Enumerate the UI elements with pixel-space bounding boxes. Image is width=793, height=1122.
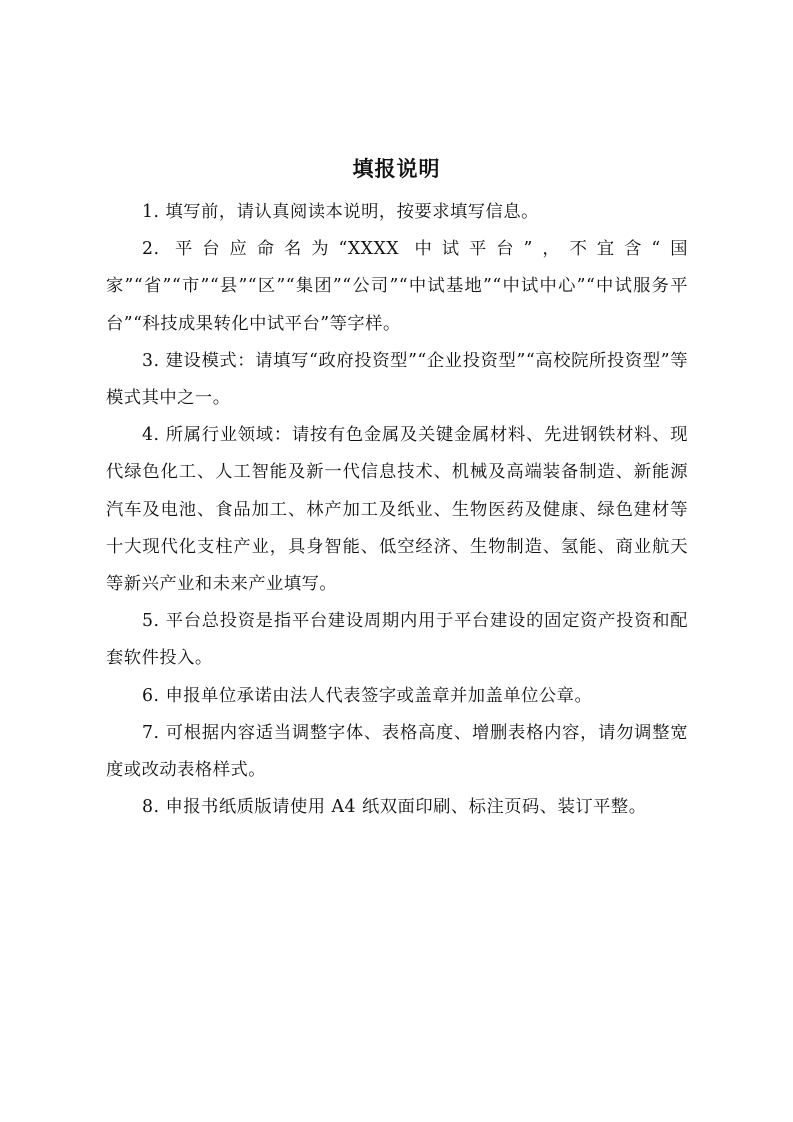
instruction-paragraph-8: 8. 申报书纸质版请使用 A4 纸双面印刷、标注页码、装订平整。 xyxy=(142,797,647,818)
instructions-body xyxy=(106,194,688,826)
instruction-paragraph-4: 4. 所属行业领域：请按有色金属及关键金属材料、先进钢铁材料、现代绿色化工、人工智能及新一代信息技术、机械及高端装备制造、新能源汽车及电池、食品加工、林产加工及纸业、生物医药及健康、绿色建材等十大现代化支柱产业，具身智能、低空经济、生物制造、氢能、商业航天等新兴产业和未来产业填写。 xyxy=(106,425,688,595)
instruction-paragraph-5: 5. 平台总投资是指平台建设周期内用于平台建设的固定资产投资和配套软件投入。 xyxy=(106,611,688,669)
instruction-paragraph-3: 3. 建设模式：请填写“政府投资型”“企业投资型”“高校院所投资型”等模式其中之一。 xyxy=(106,350,688,409)
instruction-paragraph-6: 6. 申报单位承诺由法人代表签字或盖章并加盖单位公章。 xyxy=(142,685,593,706)
instruction-paragraph-7: 7. 可根据内容适当调整字体、表格高度、增删表格内容，请勿调整宽度或改动表格样式。 xyxy=(106,722,688,781)
page-title: 填报说明 xyxy=(352,157,441,181)
instruction-paragraph-2: 2. 平台应命名为“XXXX 中试平台”，不宜含“国家”“省”“市”“县”“区”“集团”“公司”“中试基地”“中试中心”“中试服务平台”“科技成果转化中试平台”等字样。 xyxy=(106,239,688,334)
instruction-paragraph-1: 1. 填写前，请认真阅读本说明，按要求填写信息。 xyxy=(142,202,539,222)
